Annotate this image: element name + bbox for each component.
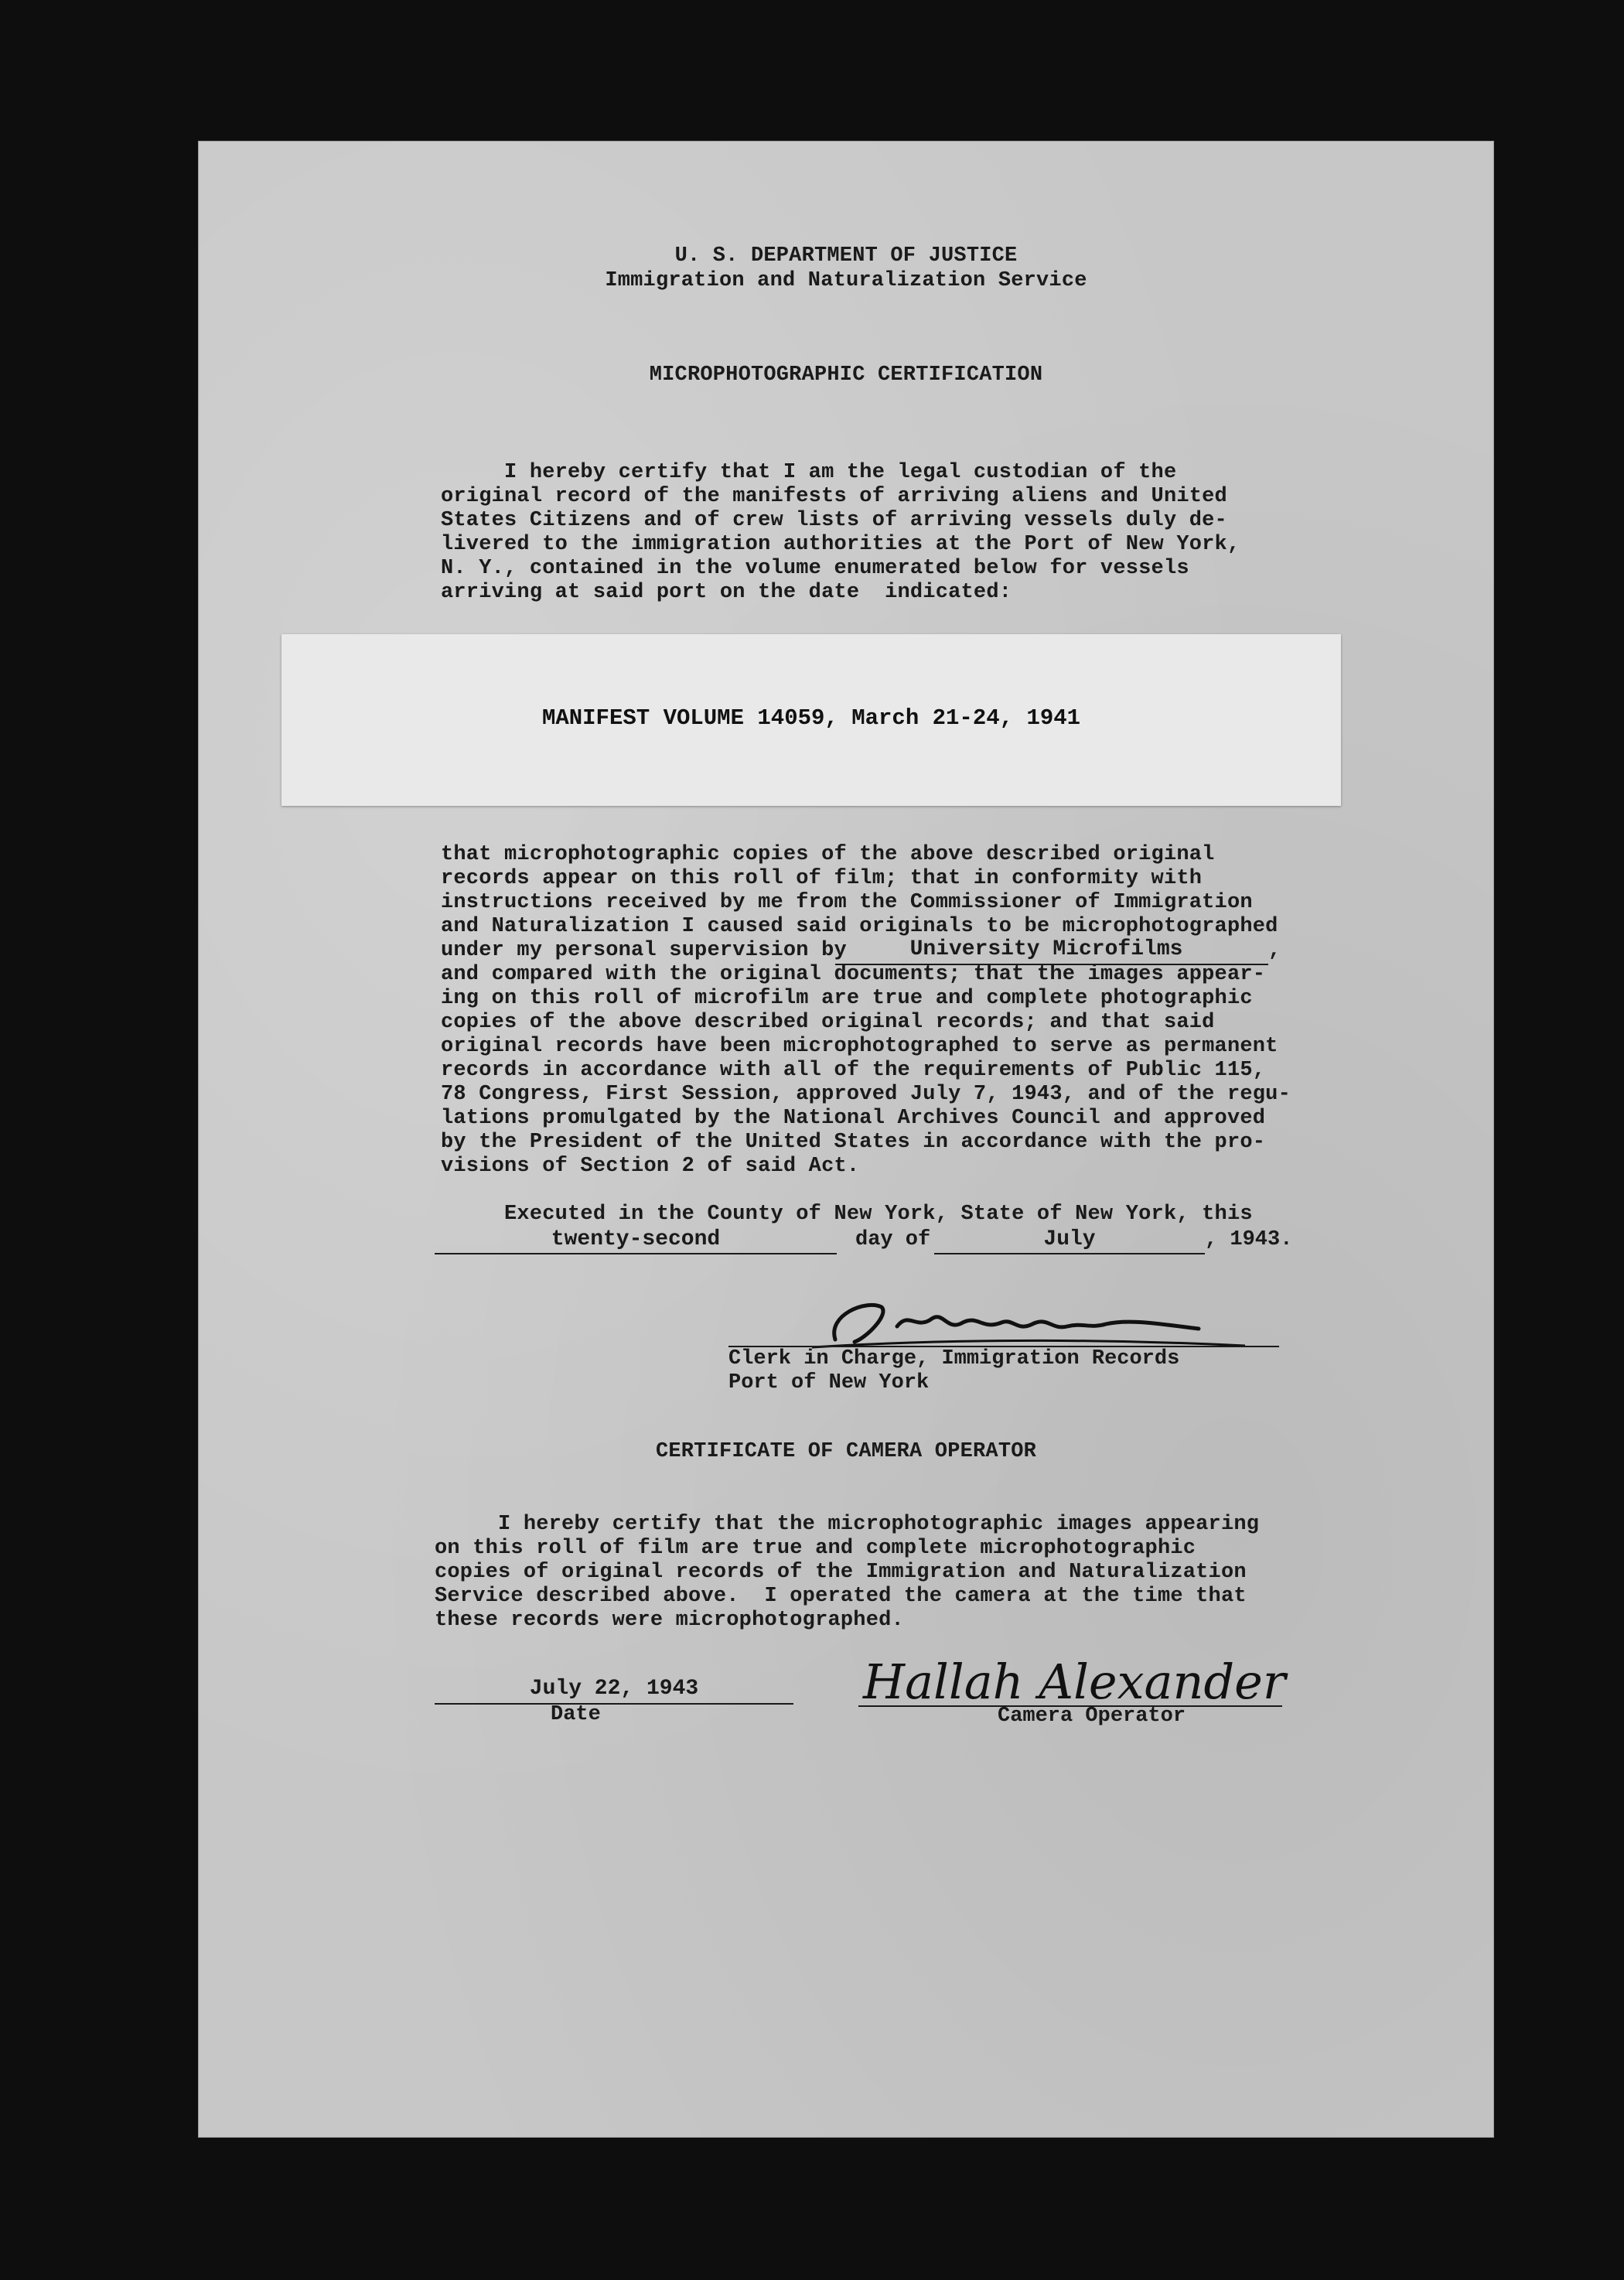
department-heading: U. S. DEPARTMENT OF JUSTICE [674,244,1018,268]
execution-day-underline [435,1253,837,1254]
body-line: original records have been microphotographed to serve as permanent [441,1035,1278,1058]
service-heading: Immigration and Naturalization Service [605,269,1087,292]
camera-line: these records were microphotographed. [435,1609,904,1632]
body-line: lations promulgated by the National Archives Council and approved [441,1107,1266,1130]
clerk-title: Clerk in Charge, Immigration Records [728,1347,1180,1370]
executed-line: Executed in the County of New York, State of New York, this [441,1203,1253,1226]
supervisor-name: University Microfilms [909,937,1183,961]
execution-month: July [1043,1227,1096,1251]
body-line: records appear on this roll of film; that in conformity with [441,867,1203,890]
intro-line: States Citizens and of crew lists of arriving vessels duly de- [441,509,1227,532]
body-line: 78 Congress, First Session, approved July 7, 1943, and of the regu- [441,1083,1291,1106]
intro-line: I hereby certify that I am the legal custodian of the [441,461,1177,484]
body-line: and Naturalization I caused said originals to be microphotographed [441,915,1278,938]
body-line: instructions received by me from the Commissioner of Immigration [441,891,1253,914]
camera-certificate-title: CERTIFICATE OF CAMERA OPERATOR [655,1440,1037,1463]
camera-line: copies of original records of the Immigration and Naturalization [435,1561,1247,1584]
camera-line: on this roll of film are true and complete microphotographic [435,1537,1196,1560]
execution-month-underline [934,1253,1205,1254]
execution-year: , 1943. [1205,1228,1293,1251]
camera-operator-label: Camera Operator [998,1705,1186,1728]
camera-line: Service described above. I operated the camera at the time that [435,1585,1247,1608]
manifest-volume-slip [281,634,1341,806]
camera-date: July 22, 1943 [529,1677,699,1701]
intro-line: N. Y., contained in the volume enumerated below for vessels [441,557,1189,580]
intro-line: arriving at said port on the date indicated: [441,581,1012,604]
camera-operator-signature-text: Hallah Alexander [863,1654,1286,1710]
clerk-location: Port of New York [728,1371,930,1394]
camera-date-label: Date [551,1703,601,1726]
body-line: copies of the above described original records; and that said [441,1011,1215,1034]
execution-day: twenty-second [551,1227,721,1251]
body-line: visions of Section 2 of said Act. [441,1155,860,1178]
body-line: by the President of the United States in accordance with the pro- [441,1131,1266,1154]
camera-date-underline [435,1703,793,1705]
body-line: records in accordance with all of the requirements of Public 115, [441,1059,1266,1082]
body-line: ing on this roll of microfilm are true and complete photographic [441,987,1253,1010]
body-line: under my personal supervision by [441,939,847,962]
manifest-volume-text: MANIFEST VOLUME 14059, March 21-24, 1941 [541,705,1081,731]
execution-day-label: day of [855,1228,931,1251]
supervisor-comma: , [1268,939,1281,962]
intro-line: livered to the immigration authorities at the Port of New York, [441,533,1240,556]
certification-title: MICROPHOTOGRAPHIC CERTIFICATION [649,364,1043,387]
body-line: that microphotographic copies of the above described original [441,843,1215,866]
intro-line: original record of the manifests of arriving aliens and United [441,485,1227,508]
body-line: and compared with the original documents; that the images appear- [441,963,1266,986]
camera-line: I hereby certify that the microphotographic images appearing [435,1513,1260,1536]
